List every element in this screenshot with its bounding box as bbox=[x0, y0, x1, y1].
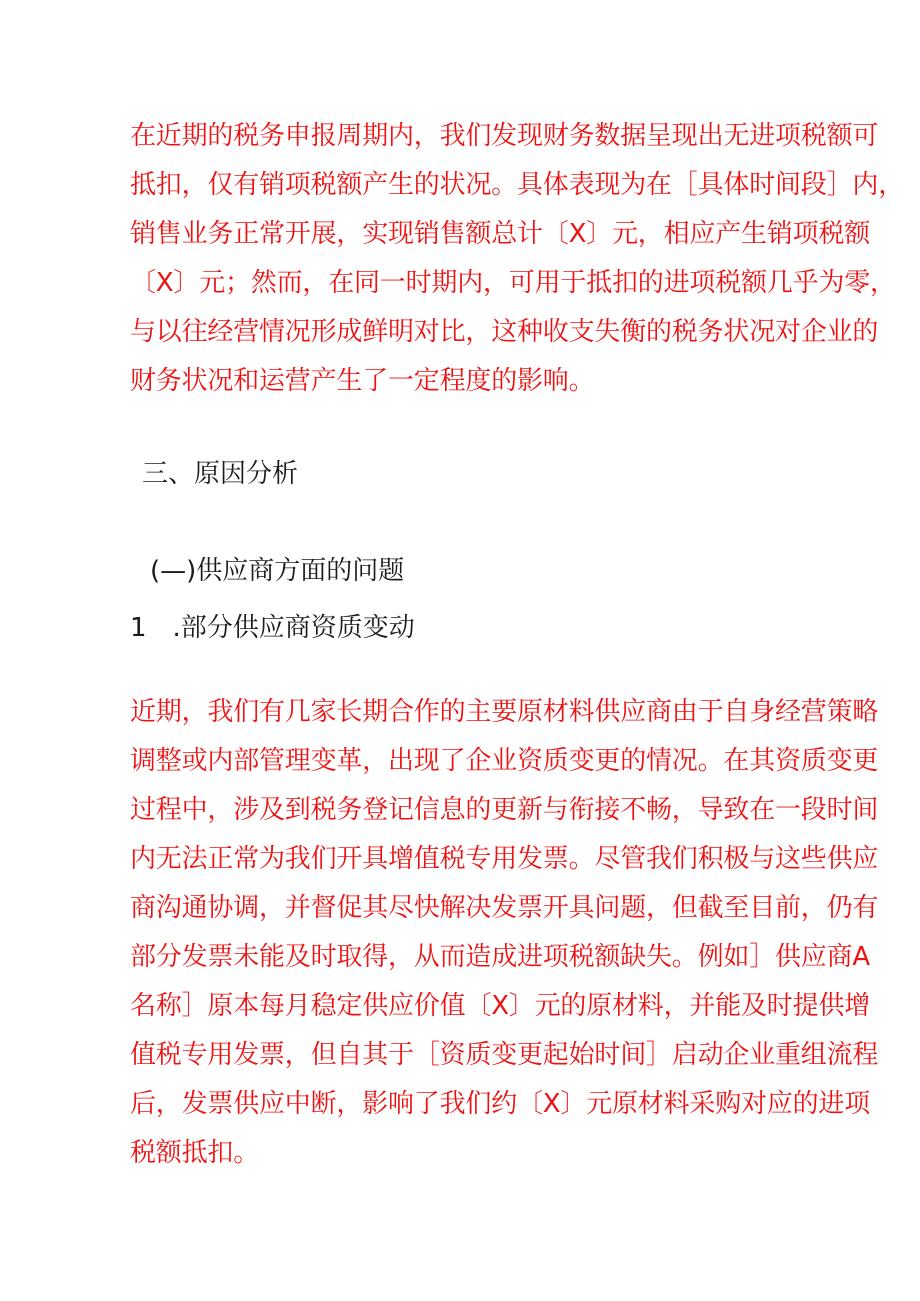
paragraph-line: 后，发票供应中断，影响了我们约〔X〕元原材料采购对应的进项 bbox=[130, 1089, 871, 1119]
paragraph-line: 在近期的税务申报周期内，我们发现财务数据呈现出无进项税额可 bbox=[130, 121, 879, 151]
paragraph-line: 销售业务正常开展，实现销售额总计〔X〕元，相应产生销项税额 bbox=[130, 219, 871, 249]
paragraph-line: 调整或内部管理变革，出现了企业资质变更的情况。在其资质变更 bbox=[130, 746, 879, 776]
paragraph-line: 财务状况和运营产生了一定程度的影响。 bbox=[130, 366, 595, 396]
paragraph-line: 商沟通协调，并督促其尽快解决发票开具问题，但截至目前，仍有 bbox=[130, 893, 879, 923]
section-heading: 三、原因分析 bbox=[142, 459, 299, 489]
paragraph-line: 抵扣，仅有销项税额产生的状况。具体表现为在［具体时间段］内， bbox=[130, 170, 905, 200]
paragraph-line: 部分发票未能及时取得，从而造成进项税额缺失。例如］供应商A bbox=[130, 942, 870, 972]
paragraph-situation bbox=[130, 112, 905, 406]
paragraph-supplier-qualification bbox=[130, 688, 879, 1178]
paragraph-line: 税额抵扣。 bbox=[130, 1138, 260, 1168]
paragraph-line: 值税专用发票，但自其于［资质变更起始时间］启动企业重组流程 bbox=[130, 1040, 879, 1070]
paragraph-line: 名称］原本每月稳定供应价值〔X〕元的原材料，并能及时提供增 bbox=[130, 991, 871, 1021]
paragraph-line: 〔X〕元；然而，在同一时期内，可用于抵扣的进项税额几乎为零， bbox=[130, 268, 896, 298]
paragraph-line: 过程中，涉及到税务登记信息的更新与衔接不畅，导致在一段时间 bbox=[130, 795, 879, 825]
paragraph-line: 内无法正常为我们开具增值税专用发票。尽管我们积极与这些供应 bbox=[130, 844, 879, 874]
paragraph-line: 近期，我们有几家长期合作的主要原材料供应商由于自身经营策略 bbox=[130, 697, 879, 727]
item-heading: 1 .部分供应商资质变动 bbox=[130, 613, 415, 643]
subsection-heading: (—)供应商方面的问题 bbox=[150, 556, 405, 586]
paragraph-line: 与以往经营情况形成鲜明对比，这种收支失衡的税务状况对企业的 bbox=[130, 317, 879, 347]
